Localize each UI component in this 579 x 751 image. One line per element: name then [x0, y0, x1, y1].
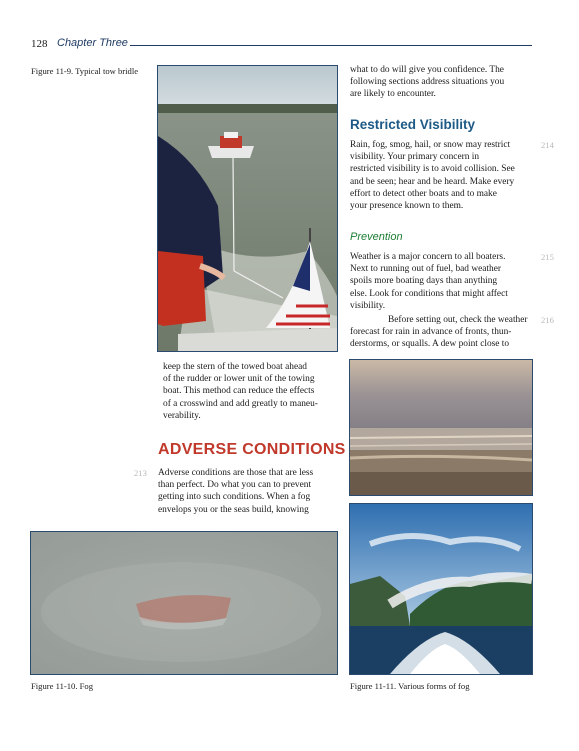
text-line: Before setting out, check the weather: [388, 315, 528, 325]
heading-restricted-visibility: Restricted Visibility: [350, 117, 476, 132]
text-line: boat. This method can reduce the effects: [163, 386, 315, 397]
text-line: what to do will give you confidence. The: [350, 65, 504, 75]
text-line: envelops you or the seas build, knowing: [158, 504, 309, 515]
paragraph-tow-method: [163, 361, 338, 422]
chapter-title: Chapter Three: [57, 37, 128, 49]
text-line: effort to detect other boats and to make: [350, 188, 497, 199]
figure-caption-tow-bridle: Figure 11-9. Typical tow bridle: [31, 66, 139, 76]
figure-caption-various-fog: Figure 11-11. Various forms of fog: [350, 681, 470, 691]
text-line: than perfect. Do what you can to prevent: [158, 480, 312, 491]
beach-fog-illustration: [350, 360, 532, 495]
paragraph-weather: [350, 251, 532, 312]
text-line: visibility.: [350, 300, 386, 311]
margin-number-214: 214: [541, 140, 554, 150]
paragraph-restricted-visibility: [350, 139, 532, 212]
text-line: of a crosswind and add greatly to maneu-: [163, 398, 318, 409]
header-rule: [130, 45, 532, 46]
photo-mountain-fog: [349, 503, 533, 675]
text-line: else. Look for conditions that might affect: [350, 288, 508, 299]
text-line: verability.: [163, 410, 201, 421]
text-line: keep the stern of the towed boat ahead: [163, 362, 307, 372]
text-line: Weather is a major concern to all boaters.: [350, 252, 506, 262]
text-line: of the rudder or lower unit of the towing: [163, 374, 315, 385]
fog-illustration: [31, 532, 337, 674]
photo-beach-fog: [349, 359, 533, 496]
text-line: following sections address situations you: [350, 77, 505, 88]
text-line: your presence known to them.: [350, 201, 464, 212]
text-line: Rain, fog, smog, hail, or snow may restrict: [350, 140, 511, 150]
text-line: visibility. Your primary concern in: [350, 152, 480, 163]
mountain-fog-illustration: [350, 504, 532, 674]
photo-fog: [30, 531, 338, 675]
paragraph-adverse-conditions: [158, 467, 338, 516]
margin-number-213: 213: [134, 468, 147, 478]
paragraph-continuation: [350, 64, 532, 101]
text-line: forecast for rain in advance of fronts, thun-: [350, 327, 512, 338]
subheading-prevention: Prevention: [350, 231, 403, 243]
text-line: Adverse conditions are those that are less: [158, 468, 314, 478]
text-line: getting into such conditions. When a fog: [158, 492, 311, 503]
paragraph-forecast: [350, 314, 532, 351]
text-line: restricted visibility is to avoid collision. See: [350, 164, 515, 175]
text-line: derstorms, or squalls. A dew point close to: [350, 339, 510, 350]
text-line: and be seen; hear and be heard. Make every: [350, 176, 515, 187]
text-line: Next to running out of fuel, bad weather: [350, 264, 501, 275]
tow-bridle-illustration: [158, 66, 337, 351]
text-line: spoils more boating days than anything: [350, 276, 498, 287]
margin-number-215: 215: [541, 252, 554, 262]
heading-adverse-conditions: ADVERSE CONDITIONS: [158, 441, 346, 458]
figure-caption-fog: Figure 11-10. Fog: [31, 681, 93, 691]
text-line: are likely to encounter.: [350, 89, 436, 100]
photo-tow-bridle: [157, 65, 338, 352]
margin-number-216: 216: [541, 315, 554, 325]
page-number: 128: [31, 38, 48, 50]
